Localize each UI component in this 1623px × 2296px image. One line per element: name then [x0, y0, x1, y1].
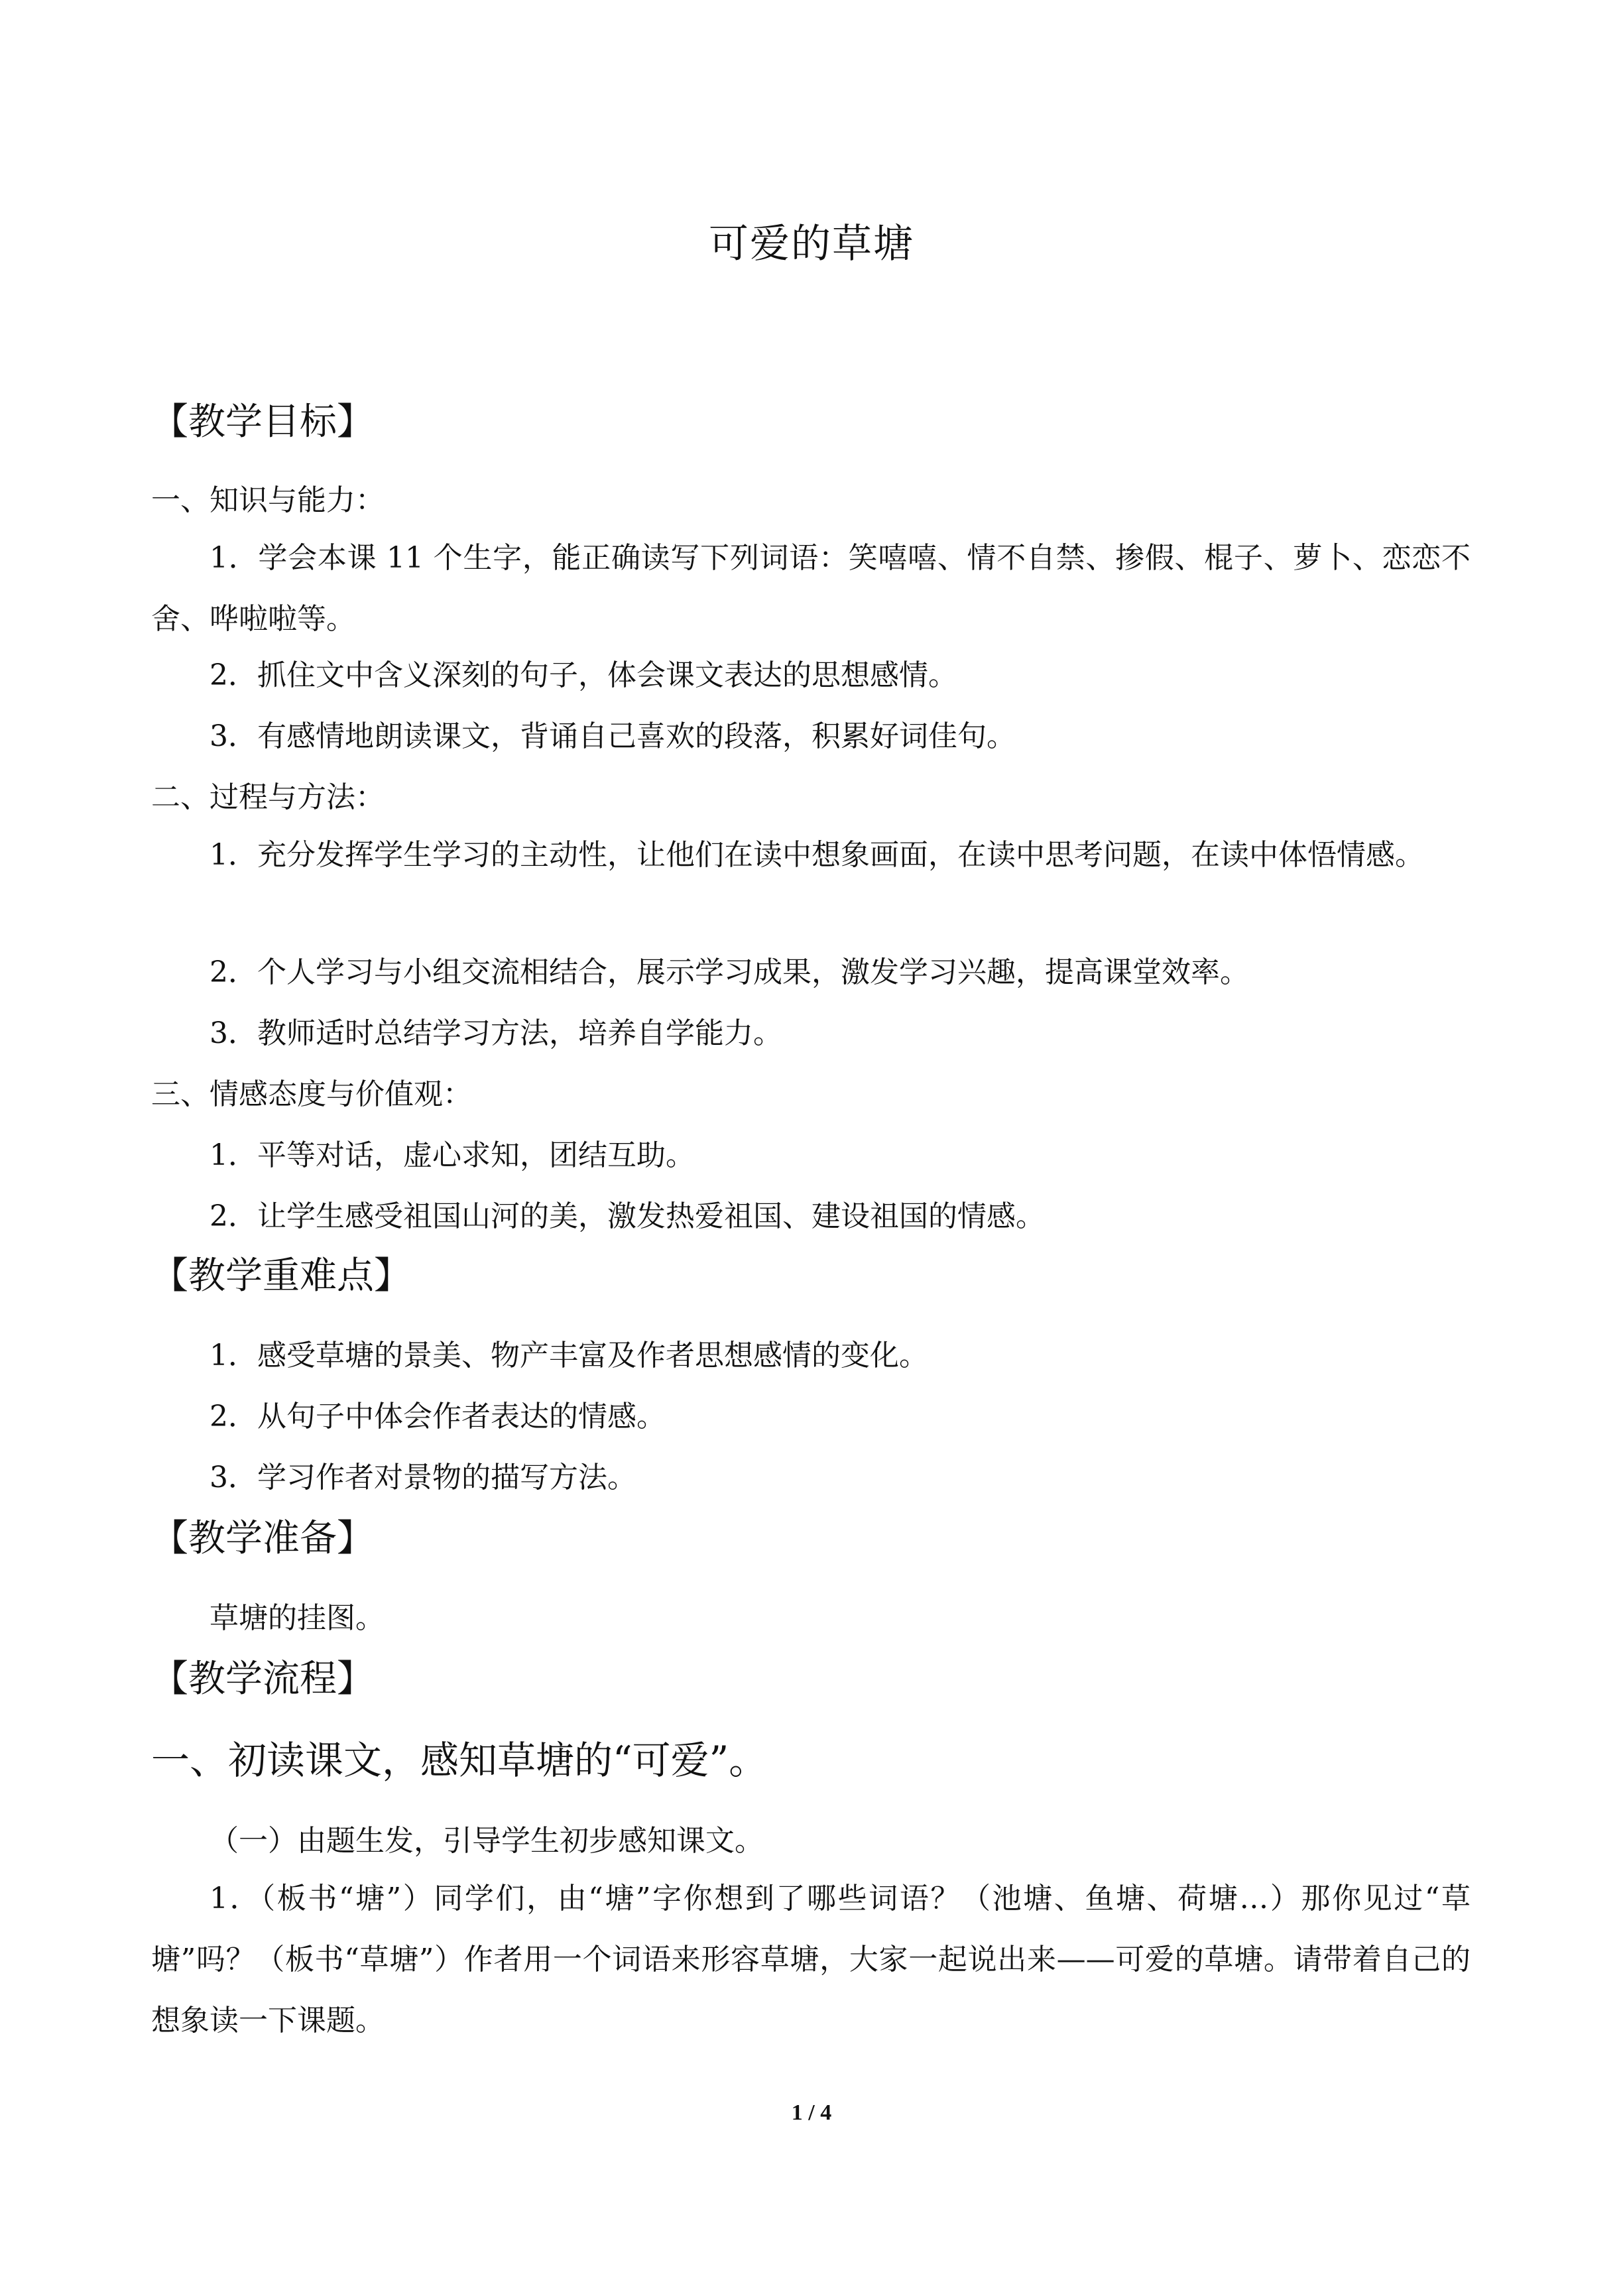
- knowledge-item-2: 2．抓住文中含义深刻的句子，体会课文表达的思想感情。: [210, 658, 957, 692]
- process-item-1: 1．充分发挥学生学习的主动性，让他们在读中想象画面，在读中思考问题，在读中体悟情感。: [210, 838, 1424, 872]
- goals-heading: 【教学目标】: [151, 400, 374, 444]
- knowledge-item-3: 3．有感情地朗读课文，背诵自己喜欢的段落，积累好词佳句。: [210, 719, 1016, 753]
- key-point-1: 1．感受草塘的景美、物产丰富及作者思想感情的变化。: [210, 1339, 928, 1372]
- emotion-heading: 三、情感态度与价值观：: [151, 1077, 472, 1111]
- process-item-3: 3．教师适时总结学习方法，培养自学能力。: [210, 1016, 782, 1050]
- flow-heading: 【教学流程】: [151, 1658, 374, 1701]
- flow-step1-para1: 1．（板书“塘”）同学们，由“塘”字你想到了哪些词语？（池塘、鱼塘、荷塘…）那你见过“草塘”吗？（板书“草塘”）作者用一个词语来形容草塘，大家一起说出来——可爱的草塘。请带着自己的想象读一下课题。: [151, 1882, 1471, 2037]
- key-point-2: 2．从句子中体会作者表达的情感。: [210, 1400, 666, 1433]
- preparation-heading: 【教学准备】: [151, 1517, 374, 1560]
- process-heading: 二、过程与方法：: [151, 780, 385, 814]
- process-item-2: 2．个人学习与小组交流相结合，展示学习成果，激发学习兴趣，提高课堂效率。: [210, 955, 1249, 989]
- preparation-text: 草塘的挂图。: [210, 1601, 385, 1635]
- knowledge-heading: 一、知识与能力：: [151, 483, 385, 517]
- emotion-item-2: 2．让学生感受祖国山河的美，激发热爱祖国、建设祖国的情感。: [210, 1199, 1045, 1233]
- knowledge-item-1: 1．学会本课 11 个生字，能正确读写下列词语：笑嘻嘻、情不自禁、掺假、棍子、萝卜、恋恋不舍、哗啦啦等。: [151, 541, 1471, 636]
- document-title: 可爱的草塘: [709, 221, 914, 267]
- flow-step1-heading: 一、初读课文，感知草塘的“可爱”。: [151, 1738, 768, 1783]
- page-number: 1 / 4: [791, 2100, 832, 2125]
- key-points-heading: 【教学重难点】: [151, 1254, 411, 1298]
- emotion-item-1: 1．平等对话，虚心求知，团结互助。: [210, 1138, 695, 1172]
- flow-step1-sub1: （一）由题生发，引导学生初步感知课文。: [210, 1824, 764, 1858]
- key-point-3: 3．学习作者对景物的描写方法。: [210, 1461, 636, 1494]
